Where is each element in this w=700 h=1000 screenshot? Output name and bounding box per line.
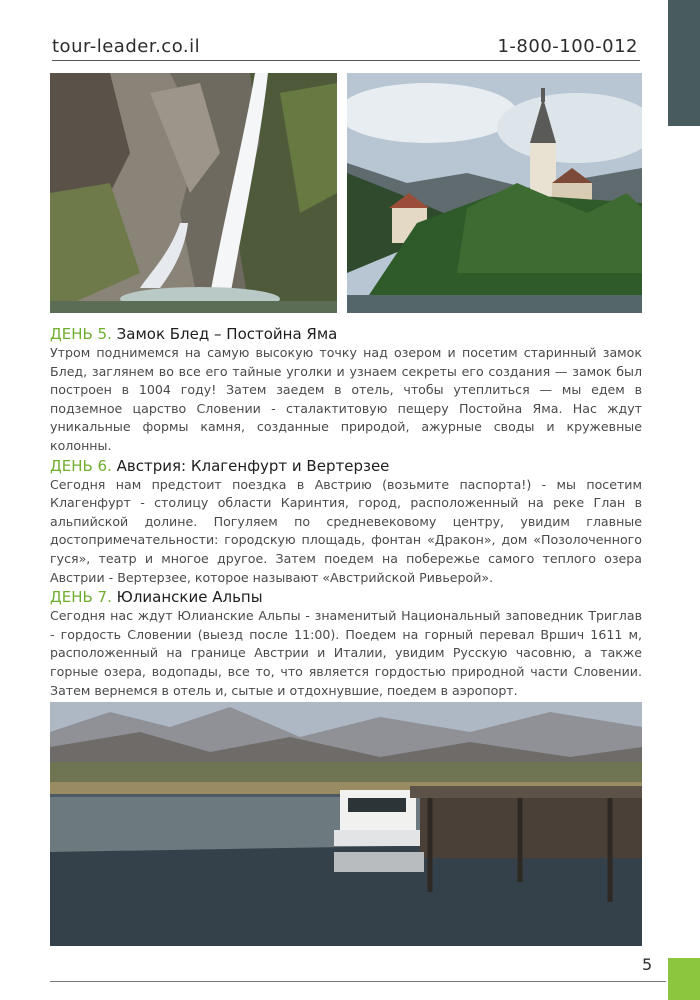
header-divider (52, 60, 640, 61)
day5-heading (50, 324, 642, 344)
footer-divider (50, 981, 666, 982)
day6-title: Австрия: Клагенфурт и Вертерзее (116, 456, 390, 475)
day5-label: ДЕНЬ 5. (50, 325, 112, 343)
day6-text: Сегодня нам предстоит поездка в Австрию (возьмите паспорта!) - мы посетим Клагенфурт - столицу области Каринтия, город, расположенный на реке Глан в альпийской долине. Погуляем по средневековому центру, увидим главные достопримечательности: городскую площадь, фонтан «Дракон», дом «Позолоченного гуся», театр и многое другое. Затем поедем на побережье самого теплого озера Австрии - Вертерзее, которое называют «Австрийской Ривьерой». (50, 476, 642, 585)
phone-number: 1-800-100-012 (497, 36, 638, 57)
day6-label: ДЕНЬ 6. (50, 456, 112, 475)
itinerary-content (50, 324, 642, 732)
day5-text: Утром поднимемся на самую высокую точку над озером и посетим старинный замок Блед, заглянем во все его тайные уголки и узнаем секреты его создания — замок был построен в 1004 году! Затем заедем в отель, чтобы утеплиться — мы едем в подземное царство Словении - сталактитовую пещеру Постойна Яма. Нас ждут уникальные формы камня, созданные природой, ажурные своды и кружевные колонны. (50, 345, 642, 453)
lake-bled-church-photo (347, 73, 642, 313)
day7-heading (50, 587, 642, 607)
waterfall-photo (50, 73, 337, 313)
page-number: 5 (642, 955, 653, 974)
side-tab-bottom (668, 958, 700, 1000)
day7-title: Юлианские Альпы (116, 588, 263, 607)
day7-text: Сегодня нас ждут Юлианские Альпы - знаменитый Национальный заповедник Триглав - гордость Словении (выезд после 11:00). Поедем на горный перевал Вршич 1611 м, расположенный на границе Австрии и Италии, увидим Русскую часовню, а также горные озера, водопады, все то, что является гордостью природной части Словении. Затем вернемся в отель и, сытые и отдохнувшие, поедем в аэропорт. (50, 608, 642, 698)
day6-heading (50, 456, 642, 476)
site-url: tour-leader.co.il (52, 36, 201, 57)
lake-pier-photo (50, 702, 642, 946)
day7-label: ДЕНЬ 7. (50, 588, 112, 607)
side-tab-top (668, 0, 700, 126)
day5-title: Замок Блед – Постойна Яма (116, 325, 338, 343)
